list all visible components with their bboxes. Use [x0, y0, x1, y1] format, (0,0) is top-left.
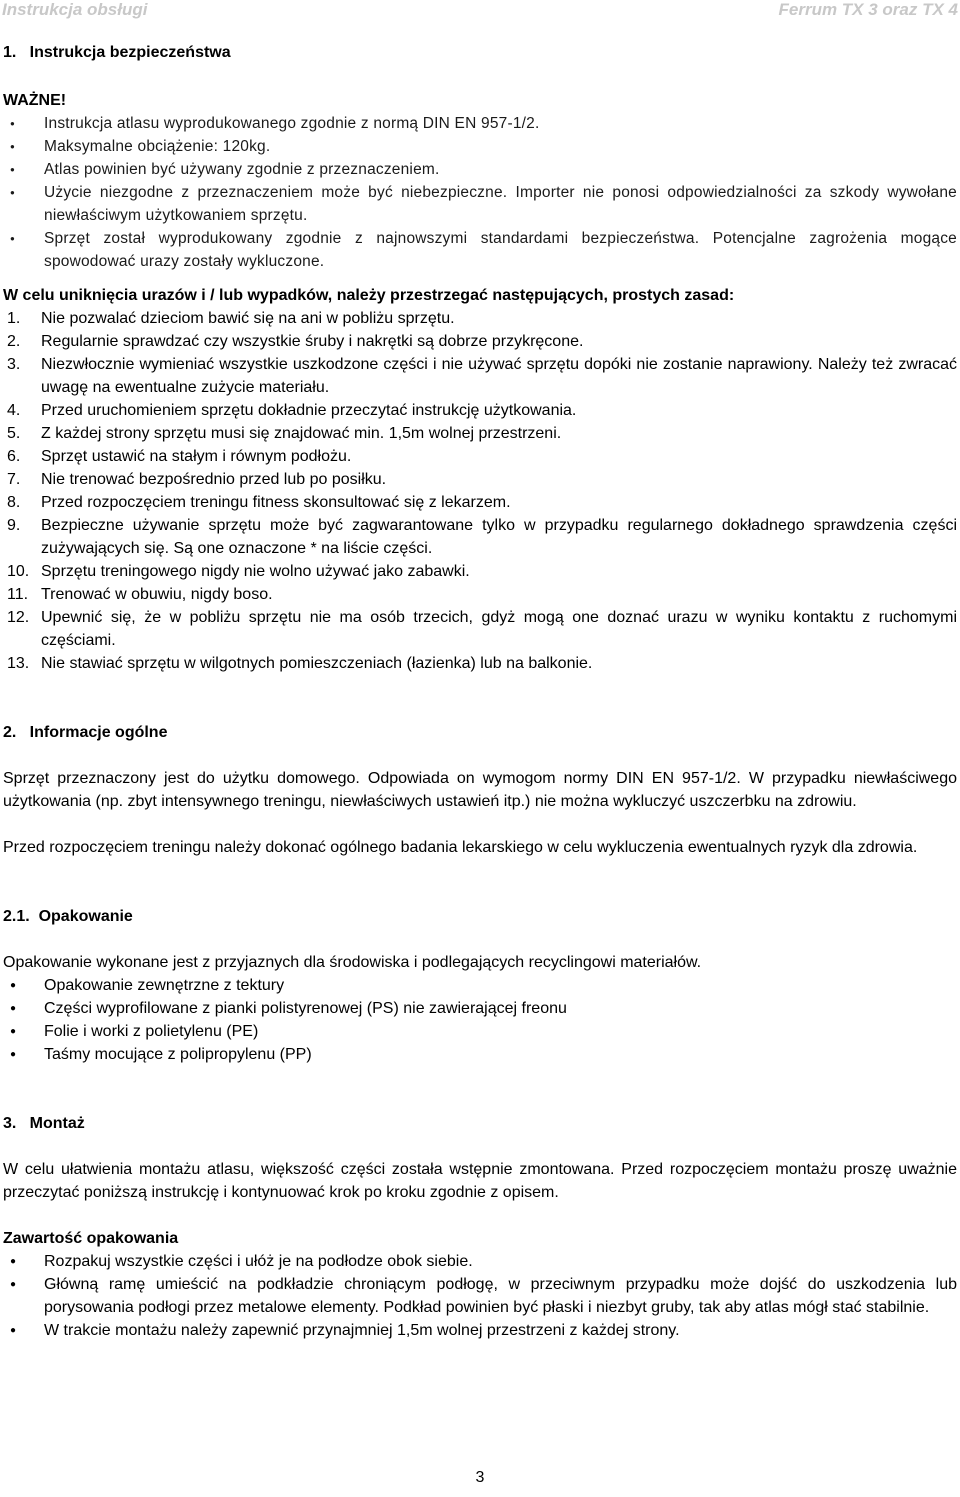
list-item — [3, 445, 957, 468]
list-item: ● Folie i worki z polietylenu (PE) — [3, 1020, 957, 1043]
list-item — [3, 330, 957, 353]
rules-intro: W celu uniknięcia urazów i / lub wypadków, należy przestrzegać następujących, prostych zasad: — [3, 287, 735, 304]
item-text: Przed uruchomieniem sprzętu dokładnie przeczytać instrukcję użytkowania. — [41, 402, 577, 419]
list-item: ● W trakcie montażu należy zapewnić przynajmniej 1,5m wolnej przestrzeni z każdej strony. — [3, 1319, 957, 1342]
header-manual-title: Instrukcja obsługi — [2, 0, 148, 19]
item-number: 12. — [7, 609, 30, 626]
item-text: Upewnić się, że w pobliżu sprzętu nie ma osób trzecich, gdyż mogą one doznać urazu w wyniku kontaktu z ruchomymi częściami. — [41, 609, 957, 649]
list-item: ● Atlas powinien być używany zgodnie z przeznaczeniem. — [3, 158, 957, 181]
list-item: ● Sprzęt został wyprodukowany zgodnie z najnowszymi standardami bezpieczeństwa. Potencjalne zagrożenia mogące spowodować urazy zostały wykluczone. — [3, 227, 957, 273]
list-item — [3, 468, 957, 491]
list-item: ● Taśmy mocujące z polipropylenu (PP) — [3, 1043, 957, 1066]
item-number: 3. — [7, 356, 21, 373]
important-notice: WAŻNE! — [3, 92, 67, 109]
package-contents-heading: Zawartość opakowania — [3, 1230, 179, 1247]
list-item: ● Rozpakuj wszystkie części i ułóż je na podłodze obok siebie. — [3, 1250, 957, 1273]
header-product-name: Ferrum TX 3 oraz TX 4 — [778, 0, 958, 19]
section-3-heading: 3. Montaż — [3, 1115, 85, 1132]
item-text: Niezwłocznie wymieniać wszystkie uszkodzone części i nie używać sprzętu dopóki nie zostanie naprawiony. Należy też zwracać uwagę na ewentualne zużycie materiału. — [41, 356, 957, 396]
item-text: Przed rozpoczęciem treningu fitness skonsultować się z lekarzem. — [41, 494, 511, 511]
list-item: ● Części wyprofilowane z pianki polistyrenowej (PS) nie zawierającej freonu — [3, 997, 957, 1020]
item-number: 7. — [7, 471, 21, 488]
item-text: Z każdej strony sprzętu musi się znajdować min. 1,5m wolnej przestrzeni. — [41, 425, 562, 442]
item-number: 10. — [7, 563, 30, 580]
item-number: 13. — [7, 655, 30, 672]
item-number: 9. — [7, 517, 21, 534]
list-item: ● Opakowanie zewnętrzne z tektury — [3, 974, 957, 997]
item-number: 6. — [7, 448, 21, 465]
item-number: 8. — [7, 494, 21, 511]
assembly-paragraph: W celu ułatwienia montażu atlasu, większość części została wstępnie zmontowana. Przed rozpoczęciem montażu proszę uważnie przeczytać poniższą instrukcję i kontynuować krok po kroku zgodnie z opisem. — [3, 1161, 957, 1201]
item-text: Sprzętu treningowego nigdy nie wolno używać jako zabawki. — [41, 563, 470, 580]
list-item — [3, 422, 957, 445]
item-text: Bezpieczne używanie sprzętu może być zagwarantowane tylko w przypadku regularnego dokładnego sprawdzenia części zużywających się. Są one oznaczone * na liście części. — [41, 517, 957, 557]
list-item — [3, 514, 957, 560]
item-text: Trenować w obuwiu, nigdy boso. — [41, 586, 273, 603]
medical-check-paragraph: Przed rozpoczęciem treningu należy dokonać ogólnego badania lekarskiego w celu wykluczenia ewentualnych ryzyk dla zdrowia. — [3, 839, 918, 856]
list-item — [3, 399, 957, 422]
safety-bullet-list — [3, 112, 957, 273]
item-number: 5. — [7, 425, 21, 442]
item-number: 4. — [7, 402, 21, 419]
item-text: Sprzęt ustawić na stałym i równym podłożu. — [41, 448, 352, 465]
page-number: 3 — [475, 1469, 485, 1486]
list-item: ● Główną ramę umieścić na podkładzie chroniącym podłogę, w przeciwnym przypadku może dojść do uszkodzenia lub porysowania podłogi przez metalowe elementy. Podkład powinien być płaski i niezbyt gruby, tak aby atlas mógł stać stabilnie. — [3, 1273, 957, 1319]
list-item — [3, 353, 957, 399]
section-2-1-heading: 2.1. Opakowanie — [3, 908, 133, 925]
list-item: ● Maksymalne obciążenie: 120kg. — [3, 135, 957, 158]
item-text: Nie trenować bezpośrednio przed lub po posiłku. — [41, 471, 387, 488]
list-item — [3, 606, 957, 652]
list-item — [3, 307, 957, 330]
item-number: 2. — [7, 333, 21, 350]
item-number: 1. — [7, 310, 21, 327]
item-number: 11. — [7, 586, 29, 603]
list-item — [3, 652, 957, 675]
list-item: ● Instrukcja atlasu wyprodukowanego zgodnie z normą DIN EN 957-1/2. — [3, 112, 957, 135]
list-item: ● Użycie niezgodne z przeznaczeniem może być niebezpieczne. Importer nie ponosi odpowiedzialności za szkody wywołane niewłaściwym użytkowaniem sprzętu. — [3, 181, 957, 227]
packaging-bullet-list — [3, 974, 957, 1066]
item-text: Nie stawiać sprzętu w wilgotnych pomieszczeniach (łazienka) lub na balkonie. — [41, 655, 593, 672]
general-info-paragraph: Sprzęt przeznaczony jest do użytku domowego. Odpowiada on wymogom normy DIN EN 957-1/2. W przypadku niewłaściwego użytkowania (np. zbyt intensywnego treningu, niewłaściwych ustawień itp.) nie można wykluczyć uszczerbku na zdrowiu. — [3, 770, 957, 810]
safety-rules-list — [3, 307, 957, 675]
list-item — [3, 583, 957, 606]
assembly-bullet-list — [3, 1250, 957, 1342]
list-item — [3, 491, 957, 514]
list-item — [3, 560, 957, 583]
item-text: Regularnie sprawdzać czy wszystkie śruby i nakrętki są dobrze przykręcone. — [41, 333, 584, 350]
section-2-heading: 2. Informacje ogólne — [3, 724, 168, 741]
item-text: Nie pozwalać dzieciom bawić się na ani w pobliżu sprzętu. — [41, 310, 455, 327]
packaging-paragraph: Opakowanie wykonane jest z przyjaznych dla środowiska i podlegających recyclingowi materiałów. — [3, 954, 702, 971]
section-1-heading: 1. Instrukcja bezpieczeństwa — [3, 44, 231, 61]
document-body — [3, 41, 957, 1342]
